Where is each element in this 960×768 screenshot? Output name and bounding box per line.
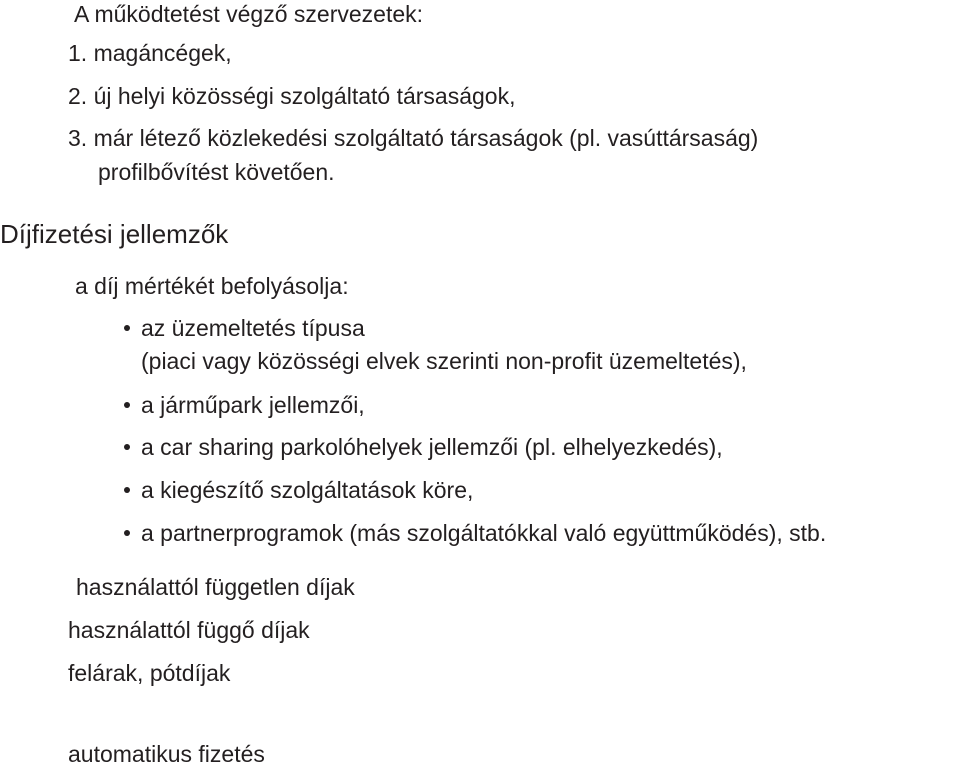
fees-heading: Díjfizetési jellemzők [0,219,229,249]
bullet-icon [124,325,130,331]
fee-factor-operation-type: az üzemeltetés típusa [141,315,365,341]
bullet-icon [124,530,130,536]
fee-factor-extra-services: a kiegészítő szolgáltatások köre, [141,477,474,503]
operator-item-2: 2. új helyi közösségi szolgáltató társaságok, [68,83,516,109]
operator-item-3: 3. már létező közlekedési szolgáltató társaságok (pl. vasúttársaság) [68,125,759,151]
operator-item-1: 1. magáncégek, [68,40,232,66]
fee-type-surcharges: felárak, pótdíjak [68,660,231,686]
bullet-icon [124,487,130,493]
fees-intro: a díj mértékét befolyásolja: [75,273,349,299]
operator-item-3-continuation: profilbővítést követően. [98,159,335,185]
fee-factor-fleet: a járműpark jellemzői, [141,392,365,418]
fee-factor-partner-programs: a partnerprogramok (más szolgáltatókkal való együttműködés), stb. [141,520,827,546]
fee-factor-parking: a car sharing parkolóhelyek jellemzői (pl. elhelyezkedés), [141,434,723,460]
payment-method: automatikus fizetés [68,741,265,767]
bullet-icon [124,402,130,408]
fee-type-usage-independent: használattól független díjak [76,574,355,600]
fee-type-usage-dependent: használattól függő díjak [68,617,310,643]
bullet-icon [124,444,130,450]
operators-intro: A működtetést végző szervezetek: [74,1,424,27]
fee-factor-operation-type-continuation: (piaci vagy közösségi elvek szerinti non-profit üzemeltetés), [141,348,747,374]
